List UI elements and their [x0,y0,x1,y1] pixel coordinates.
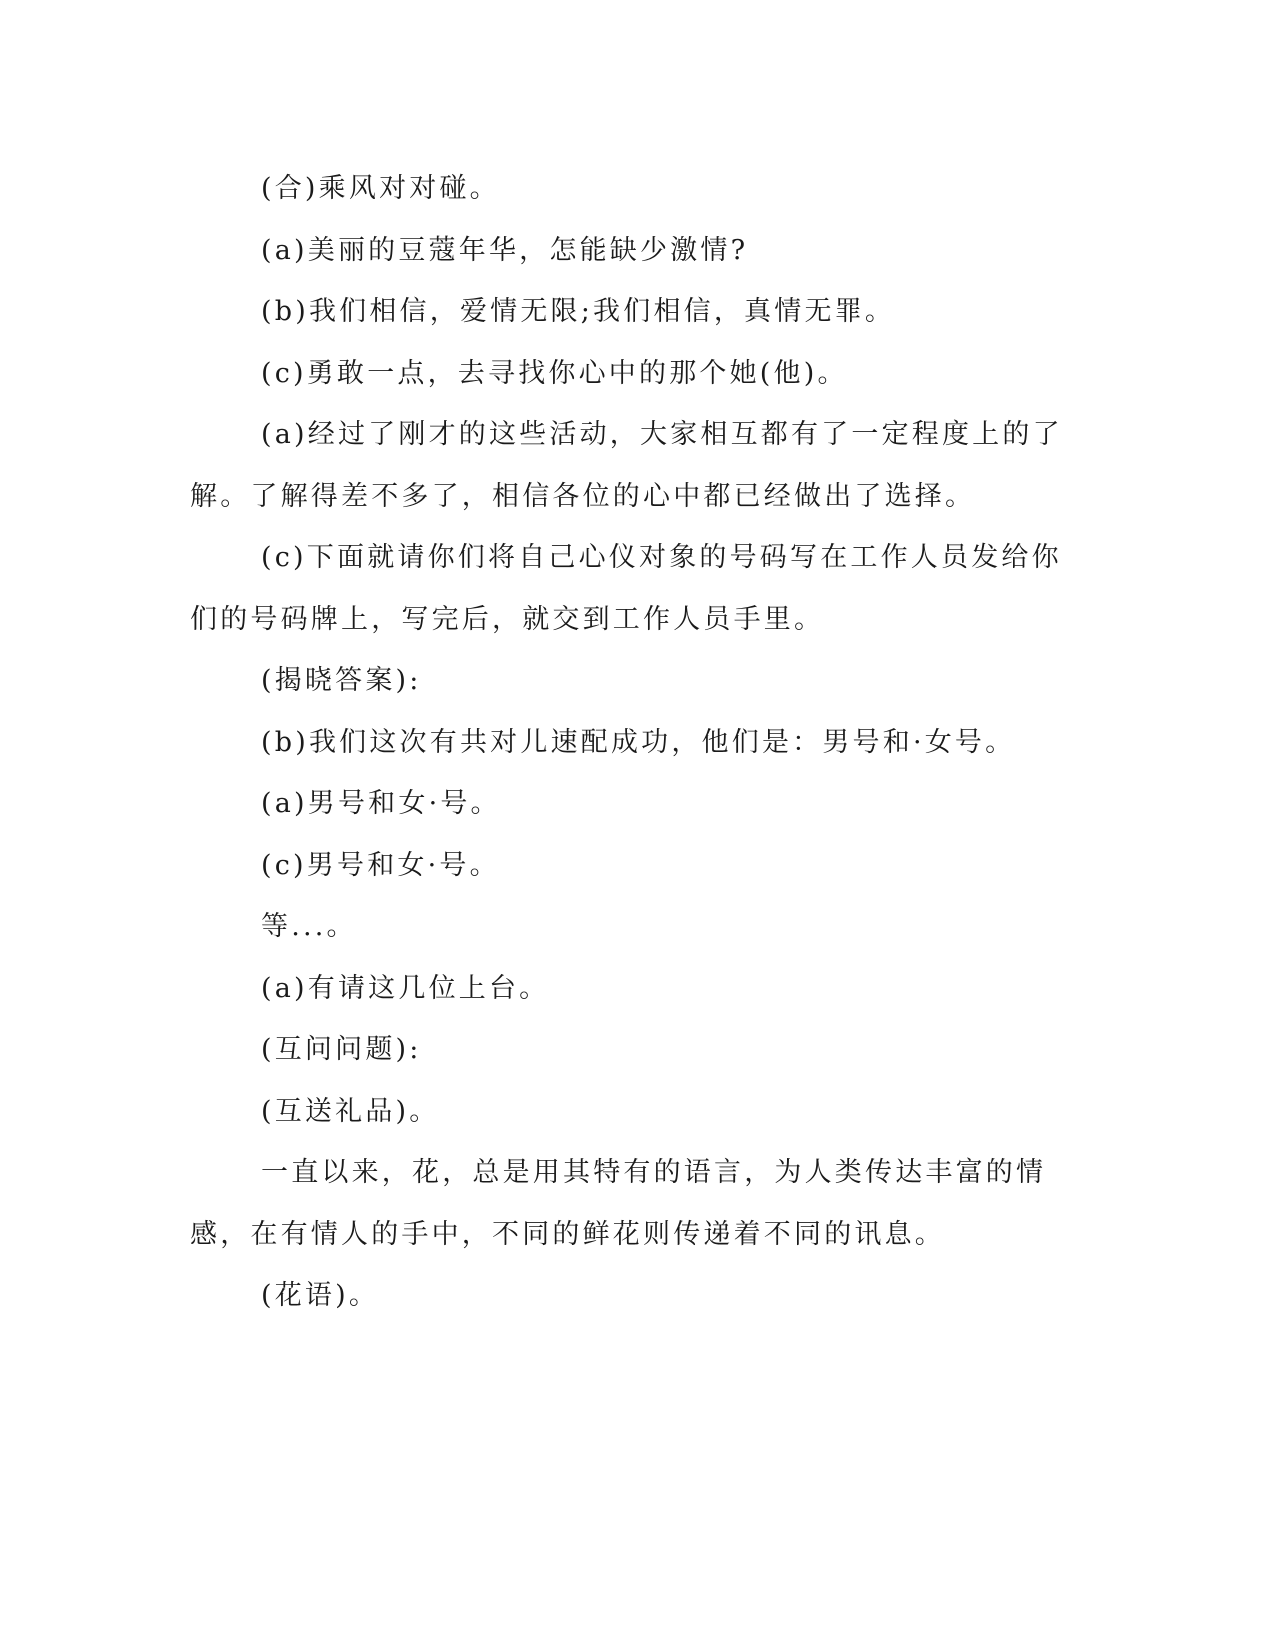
paragraph-3: (b)我们相信，爱情无限;我们相信，真情无罪。 [261,296,896,327]
paragraph-12: (a)有请这几位上台。 [261,972,550,1004]
paragraph-10: (c)男号和女·号。 [261,849,500,881]
paragraph-11: 等...。 [261,911,357,942]
paragraph-7: (揭晓答案): [261,665,422,696]
paragraph-5: (a)经过了刚才的这些活动，大家相互都有了一定程度上的了解。了解得差不多了，相信各位的心中都已经做出了选择。 [190,419,1063,512]
paragraph-1: (合)乘风对对碰。 [261,173,500,204]
paragraph-16: (花语)。 [261,1280,380,1311]
paragraph-13: (互问问题): [261,1034,422,1065]
paragraph-9: (a)男号和女·号。 [261,788,501,819]
paragraph-14: (互送礼品)。 [261,1095,440,1127]
paragraph-6: (c)下面就请你们将自己心仪对象的号码写在工作人员发给你们的号码牌上，写完后，就交到工作人员手里。 [190,542,1062,635]
document-body [190,158,1085,1327]
paragraph-15: 一直以来，花，总是用其特有的语言，为人类传达丰富的情感，在有情人的手中，不同的鲜花则传递着不同的讯息。 [190,1157,1047,1250]
paragraph-4: (c)勇敢一点，去寻找你心中的那个她(他)。 [261,357,848,389]
paragraph-2: (a)美丽的豆蔻年华，怎能缺少激情? [261,234,749,266]
paragraph-8: (b)我们这次有共对儿速配成功，他们是：男号和·女号。 [261,726,1016,758]
